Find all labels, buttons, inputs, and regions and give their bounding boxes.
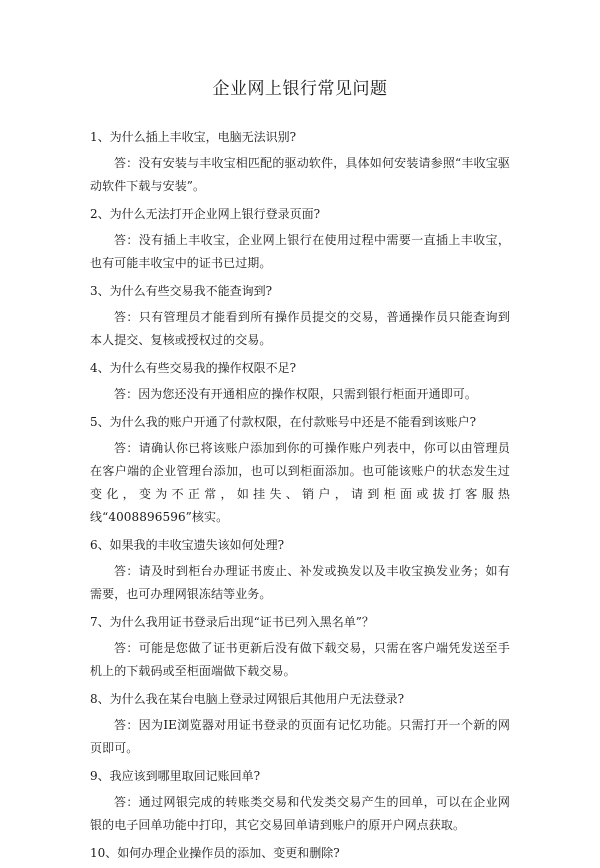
- faq-answer: 答：可能是您做了证书更新后没有做下载交易，只需在客户端凭发送至手机上的下载码或至柜面端做下载交易。: [90, 641, 510, 678]
- faq-item: [90, 766, 510, 837]
- faq-answer: 答：请确认你已将该账户添加到你的可操作账户列表中，你可以由管理员在客户端的企业管理台添加，也可以到柜面添加。也可能该账户的状态发生过变化，变为不正常，如挂失、销户，请到柜面或拔打客服热线“4008896596”核实。: [90, 441, 510, 524]
- faq-question: 7、为什么我用证书登录后出现“证书已列入黑名单”？: [90, 615, 374, 629]
- faq-item: [90, 127, 510, 198]
- faq-question: 8、为什么我在某台电脑上登录过网银后其他用户无法登录?: [90, 692, 405, 706]
- faq-question: 9、我应该到哪里取回记账回单?: [90, 769, 261, 783]
- faq-item: [90, 281, 510, 352]
- faq-item: [90, 358, 510, 406]
- faq-answer: 答：没有安装与丰收宝相匹配的驱动软件，具体如何安装请参照“丰收宝驱动软件下载与安装”。: [90, 156, 510, 193]
- faq-question: 10、如何办理企业操作员的添加、变更和删除?: [90, 846, 340, 860]
- faq-answer: 答：没有插上丰收宝，企业网上银行在使用过程中需要一直插上丰收宝，也有可能丰收宝中的证书已过期。: [90, 233, 510, 270]
- faq-question: 2、为什么无法打开企业网上银行登录页面?: [90, 207, 321, 221]
- faq-answer: 答：通过网银完成的转账类交易和代发类交易产生的回单，可以在企业网银的电子回单功能中打印，其它交易回单请到账户的原开户网点获取。: [90, 795, 510, 832]
- faq-question: 6、如果我的丰收宝遗失该如何处理?: [90, 538, 285, 552]
- faq-answer: 答：因为您还没有开通相应的操作权限，只需到银行柜面开通即可。: [114, 387, 478, 401]
- faq-question: 1、为什么插上丰收宝，电脑无法识别?: [90, 130, 297, 144]
- faq-answer: 答：请及时到柜台办理证书废止、补发或换发以及丰收宝换发业务；如有需要，也可办理网银冻结等业务。: [90, 564, 510, 601]
- faq-item: [90, 204, 510, 275]
- faq-answer: 答：因为IE浏览器对用证书登录的页面有记忆功能。只需打开一个新的网页即可。: [90, 718, 510, 755]
- page-title: 企业网上银行常见问题: [212, 79, 388, 99]
- faq-question: 5、为什么我的账户开通了付款权限，在付款账号中还是不能看到该账户?: [90, 415, 477, 429]
- faq-item: [90, 612, 510, 683]
- faq-list: [90, 127, 510, 868]
- faq-question: 3、为什么有些交易我不能查询到?: [90, 284, 273, 298]
- faq-item: [90, 535, 510, 606]
- faq-question: 4、为什么有些交易我的操作权限不足?: [90, 361, 297, 375]
- faq-answer: 答：只有管理员才能看到所有操作员提交的交易，普通操作员只能查询到本人提交、复核或授权过的交易。: [90, 310, 510, 347]
- faq-item: [90, 412, 510, 529]
- faq-item: [90, 843, 510, 864]
- faq-item: [90, 689, 510, 760]
